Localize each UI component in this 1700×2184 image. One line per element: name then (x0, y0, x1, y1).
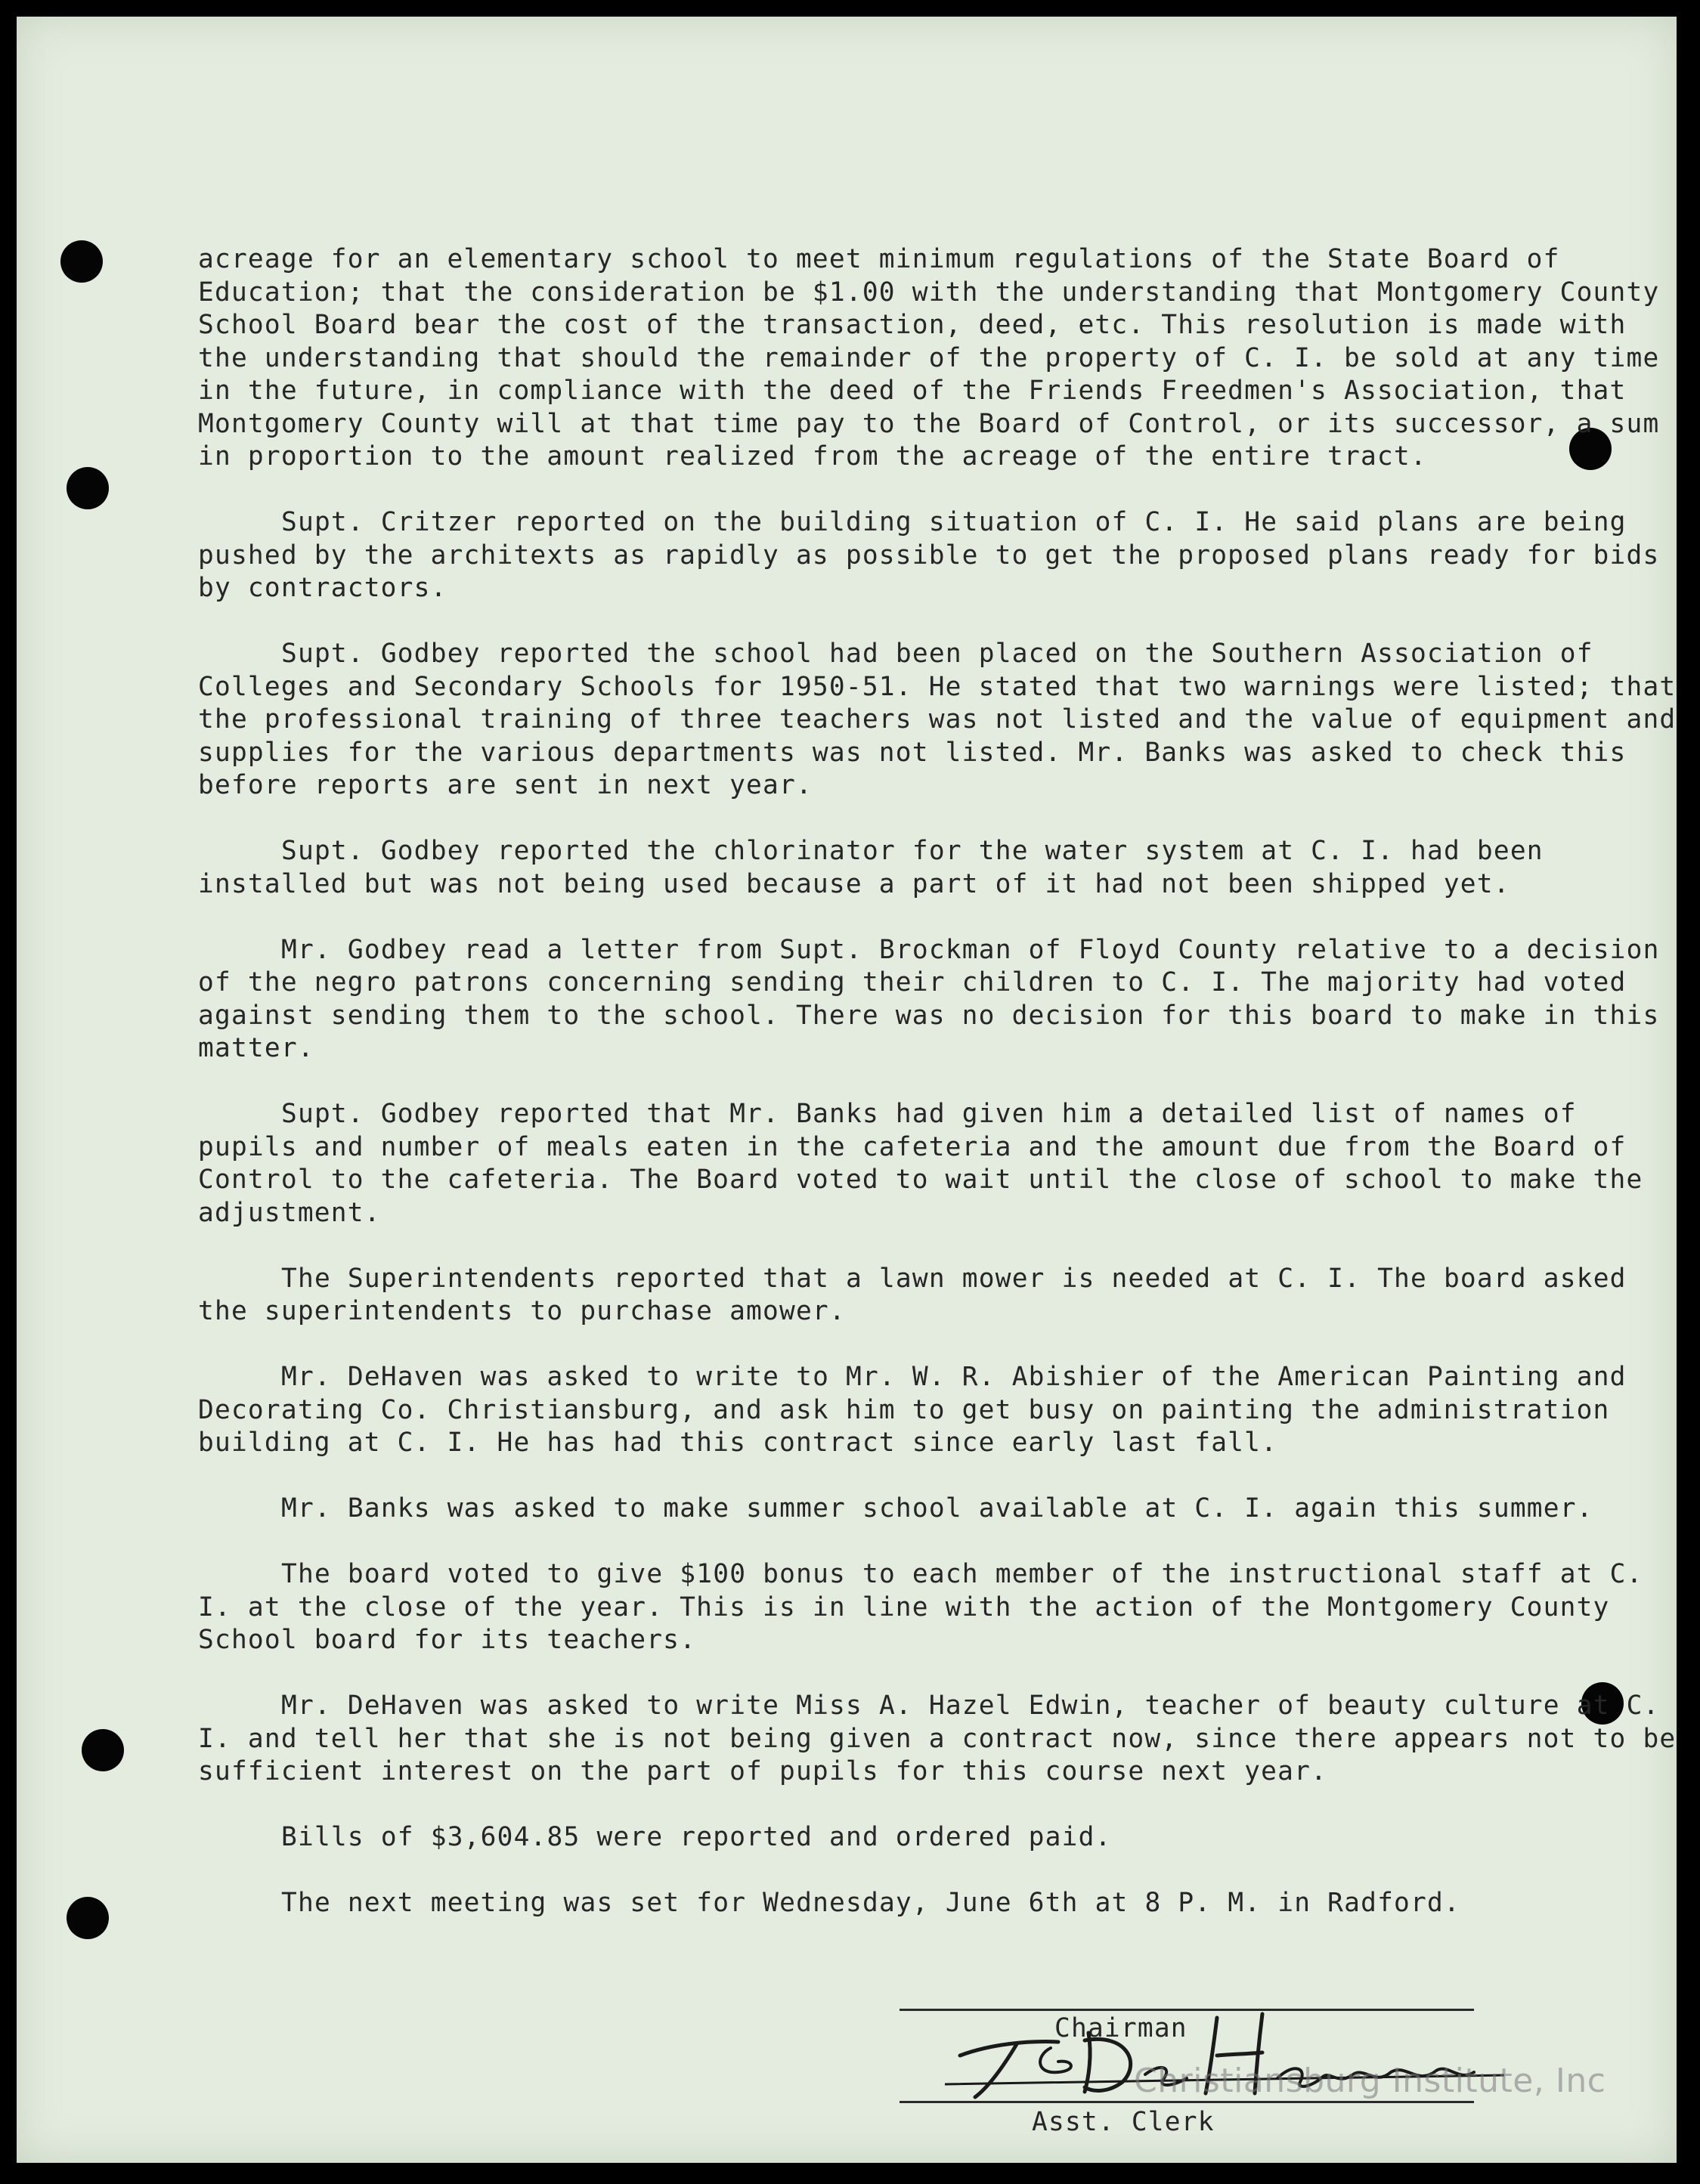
minutes-body (198, 243, 1680, 1953)
punch-hole (67, 1897, 109, 1939)
paragraph-critzer-building: Supt. Critzer reported on the building situation of C. I. He said plans are being pushed by the architexts as rapidly as possible to get the proposed plans ready for bids by contractors. (198, 507, 1660, 603)
paragraph-chlorinator: Supt. Godbey reported the chlorinator for the water system at C. I. had been installed but was not being used because a part of it had not been shipped yet. (198, 836, 1544, 899)
document-page (17, 17, 1677, 2163)
paragraph-southern-association: Supt. Godbey reported the school had been placed on the Southern Association of Colleges and Secondary Schools for 1950-51. He stated that two warnings were listed; that the professional training of three teachers was not listed and the value of equipment and supplies for the various departments was not listed. Mr. Banks was asked to check this before reports are sent in next year. (198, 639, 1677, 800)
paragraph-painting: Mr. DeHaven was asked to write to Mr. W. R. Abishier of the American Painting and Decorating Co. Christiansburg, and ask him to get busy on painting the administration building at C. I. He has had this contract since early last fall. (198, 1362, 1627, 1458)
watermark: Christiansburg Institute, Inc (1134, 2062, 1606, 2100)
paragraph-summer-school: Mr. Banks was asked to make summer school available at C. I. again this summer. (281, 1493, 1593, 1524)
paragraph-bonus: The board voted to give $100 bonus to each member of the instructional staff at C. I. at the close of the year. This is in line with the action of the Montgomery County School board for its teachers. (198, 1559, 1643, 1655)
paragraph-beauty-culture: Mr. DeHaven was asked to write Miss A. Hazel Edwin, teacher of beauty culture at C. I. and tell her that she is not being given a contract now, since there appears not to be sufficient interest on the part of pupils for this course next year. (198, 1691, 1677, 1786)
chairman-label: Chairman (1054, 2013, 1188, 2043)
paragraph-next-meeting: The next meeting was set for Wednesday, June 6th at 8 P. M. in Radford. (281, 1888, 1460, 1918)
paragraph-bills: Bills of $3,604.85 were reported and ordered paid. (281, 1822, 1112, 1852)
paragraph-lawn-mower: The Superintendents reported that a lawn mower is needed at C. I. The board asked the superintendents to purchase amower. (198, 1263, 1627, 1326)
punch-hole (60, 240, 103, 283)
paragraph-resolution: acreage for an elementary school to meet minimum regulations of the State Board of Education; that the consideration be $1.00 with the understanding that Montgomery County School Board bear the cost of the transaction, deed, etc. This resolution is made with the understanding that should the remainder of the property of C. I. be sold at any time in the future, in compliance with the deed of the Friends Freedmen's Association, that Montgomery County will at that time pay to the Board of Control, or its successor, a sum in proportion to the amount realized from the acreage of the entire tract. (198, 244, 1660, 472)
paragraph-brockman-letter: Mr. Godbey read a letter from Supt. Brockman of Floyd County relative to a decision of the negro patrons concerning sending their children to C. I. The majority had voted against sending them to the school. There was no decision for this board to make in this matter. (198, 934, 1660, 1063)
clerk-signature-line (900, 2101, 1474, 2103)
paragraph-cafeteria: Supt. Godbey reported that Mr. Banks had given him a detailed list of names of pupils and number of meals eaten in the cafeteria and the amount due from the Board of Control to the cafeteria. The Board voted to wait until the close of school to make the adjustment. (198, 1099, 1643, 1228)
punch-hole (67, 467, 109, 509)
punch-hole (82, 1729, 124, 1771)
clerk-label: Asst. Clerk (1032, 2107, 1215, 2137)
